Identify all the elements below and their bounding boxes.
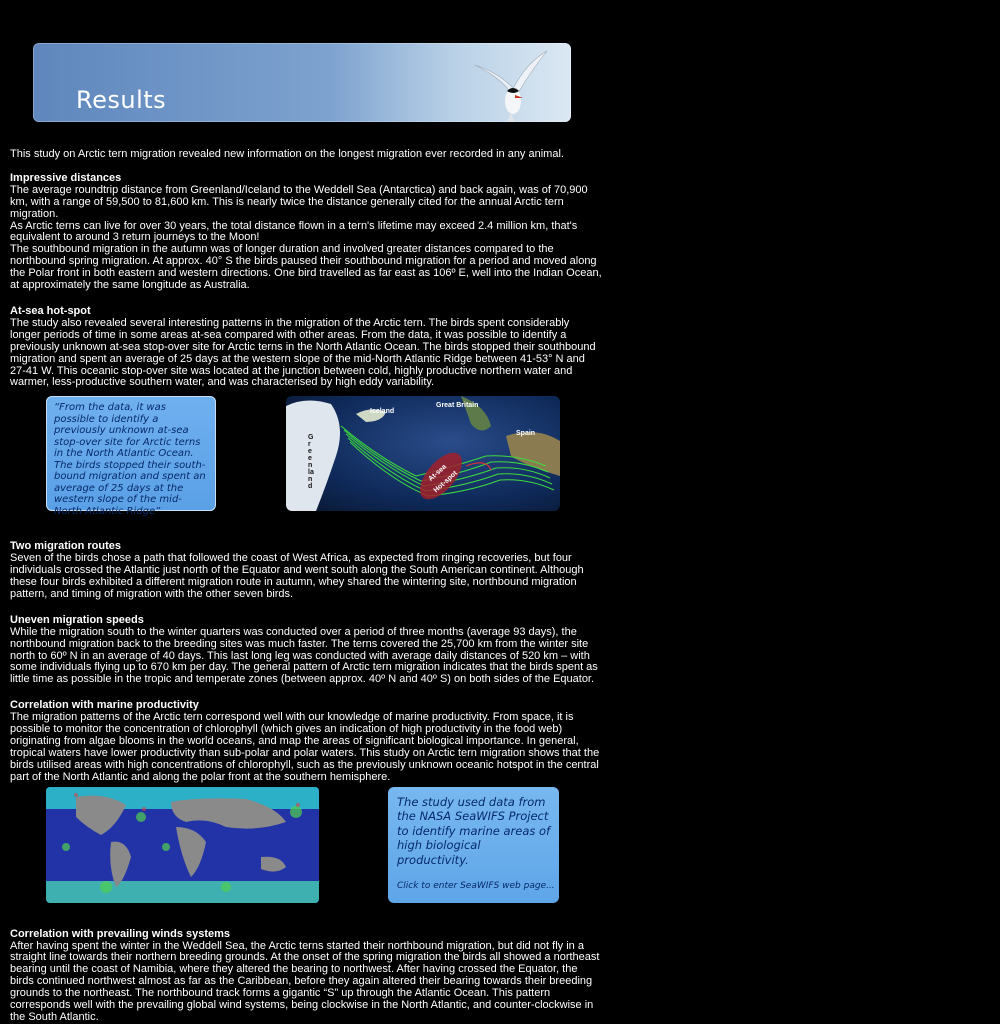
distances-paragraph-3: The southbound migration in the autumn was of longer duration and involved greater distances compared to the northbound spring migration. At approx. 40° S the birds paused their southbound migration for a period and moved along the Polar front in both eastern and western directions. One bird travelled as far east as 106º E, well into the Indian Ocean, at approximately the same longitude as Australia. [10,243,602,292]
section-heading-productivity: Correlation with marine productivity [10,699,199,712]
migration-map-image [286,396,560,511]
section-heading-distances: Impressive distances [10,171,122,184]
section-heading-speeds: Uneven migration speeds [10,613,144,626]
migration-map-graphic [286,396,560,511]
speeds-paragraph: While the migration south to the winter quarters was conducted over a period of three months (average 93 days), the northbound migration back to the breeding sites was much faster. The terns covered the 25,700 km from the winter site north to 60º N in an average of 40 days. This last long leg was conducted with average daily distances of 520 km – with some individuals flying up to 670 km per day. The general pattern of Arctic tern migration indicates that the birds spent as little time as possible in the tropic and temperate zones (between approx. 40º N and 40º S) on both sides of the Equator. [10,625,598,686]
map-label-iceland: Iceland [370,408,395,416]
section-heading-routes: Two migration routes [10,540,122,553]
map-label-greenland: Greenland [308,434,314,491]
chlorophyll-map-graphic [46,787,319,903]
map-label-britain: Great Britain [436,402,479,410]
section-heading-hotspot: At-sea hot-spot [10,304,91,317]
hotspot-quote-text: “From the data, it was possible to identify a previously unknown at-sea stop-over site for Arctic terns in the North Atlantic Ocean. The birds stopped their south-bound migration and spent an average of 25 days at the western slope of the mid-North Atlantic Ridge” [54,402,206,517]
productivity-paragraph: The migration patterns of the Arctic tern correspond well with our knowledge of marine productivity. From space, it is possible to monitor the concentration of chlorophyll (which gives an indication of high productivity in the food web) originating from algae blooms in the world oceans, and map the areas of significant biological importance. In general, tropical waters have lower productivity than sub-polar and polar waters. This study on Arctic tern migration shows that the birds utilised areas with high concentrations of chlorophyll, such as the previously unknown oceanic hotspot in the central part of the North Atlantic and along the polar front at the southern hemisphere. [10,711,600,783]
seawifs-link-box[interactable] [388,787,559,903]
page-title: Results [76,86,167,114]
seawifs-description: The study used data from the NASA SeaWIFS Project to identify marine areas of high biological productivity. [397,794,551,867]
routes-paragraph: Seven of the birds chose a path that followed the coast of West Africa, as expected from ringing recoveries, but four individuals crossed the Atlantic just north of the Equator and went south along the South American continent. Although these four birds exhibited a different migration route in autumn, whey shared the wintering site, northbound migration pattern, and timing of migration with the other seven birds. [10,552,584,600]
seawifs-link[interactable]: Click to enter SeaWIFS web page... [397,880,555,891]
distances-paragraph-1: The average roundtrip distance from Greenland/Iceland to the Weddell Sea (Antarctica) and back again, was of 70,900 km, with a range of 59,500 to 81,600 km. This is nearly twice the distance generally cited for the annual Arctic tern migration. [10,183,588,220]
results-banner [33,43,571,122]
intro-text: This study on Arctic tern migration revealed new information on the longest migration ever recorded in any animal. [10,148,564,160]
section-heading-winds: Correlation with prevailing winds systems [10,927,231,940]
winds-paragraph: After having spent the winter in the Weddell Sea, the Arctic terns started their northbound migration, but did not fly in a straight line towards their northern breeding grounds. At the onset of the spring migration the birds all showed a northeast bearing until the coast of Namibia, where they altered the bearing to northwest. After having crossed the Equator, the birds continued northwest almost as far as the Caribbean, before they again altered their bearing towards their breeding grounds to the northeast. The northbound track forms a gigantic “S” up through the Atlantic Ocean. This pattern corresponds well with the prevailing global wind systems, being clockwise in the North Atlantic, and counter-clockwise in the South Atlantic. [10,939,600,1023]
productivity-figures [10,787,602,917]
hotspot-figures [10,396,602,529]
map-label-spain: Spain [516,430,536,438]
arctic-tern-image [471,43,551,122]
hotspot-paragraph: The study also revealed several interesting patterns in the migration of the Arctic tern. The birds spent considerably longer periods of time in some areas at-sea compared with other areas. From the data, it was possible to identify a previously unknown at-sea stop-over site for Arctic terns in the North Atlantic Ocean. The birds stopped their southbound migration and spent an average of 25 days at the western slope of the mid-North Atlantic Ridge between 41-53° N and 27-41 W. This oceanic stop-over site was located at the junction between cold, highly productive northern water and warmer, less-productive southern water, and was characterised by high eddy variability. [10,316,596,389]
results-content [10,149,602,1024]
chlorophyll-world-map [46,787,319,903]
hotspot-quote-box [46,396,216,517]
map-label-hotspot: At-sea Hot-spot [427,463,459,495]
distances-paragraph-2: As Arctic terns can live for over 30 years, the total distance flown in a tern's lifetime may exceed 2.4 million km, that's equivalent to around 3 return journeys to the Moon! [10,219,578,244]
